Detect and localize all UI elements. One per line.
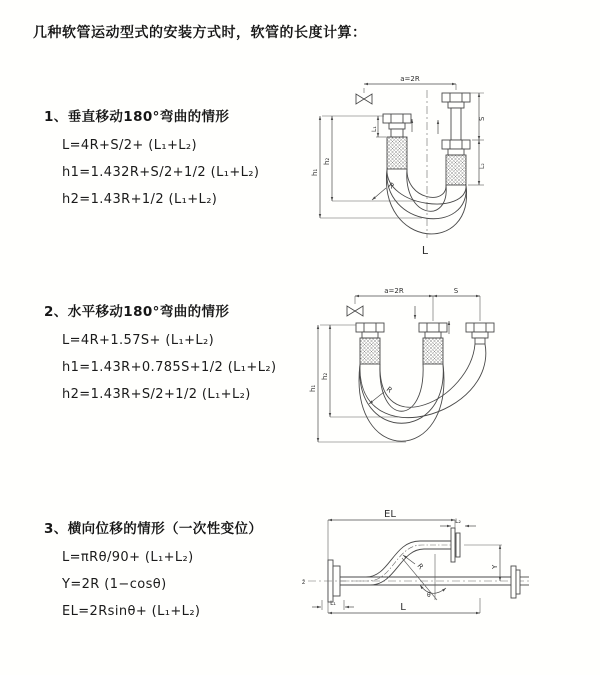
- section-1-formulas: [62, 132, 259, 213]
- upper-right-flange: [451, 528, 460, 562]
- middle-flange-fitting: [419, 323, 447, 364]
- left-flange-fitting: [383, 114, 411, 169]
- formula-line: L=4R+1.57S+ (L₁+L₂): [62, 333, 215, 348]
- valve-icon: [356, 94, 372, 104]
- radius-label: R: [415, 562, 425, 572]
- section-2-formulas: [62, 327, 276, 408]
- section-1-heading: 1、垂直移动180°弯曲的情形: [44, 109, 230, 125]
- section-horizontal-180: [44, 300, 276, 408]
- hose-displaced: [340, 541, 451, 585]
- dim-h1-label: h₁: [311, 168, 319, 176]
- dim-h1-label: h₁: [309, 384, 317, 392]
- right-flange-fitting: [442, 93, 470, 185]
- diagram-vertical-180: [298, 68, 590, 266]
- diagram-horizontal-180: [298, 285, 590, 457]
- centerline-mark: z̄: [302, 579, 306, 586]
- dim-span-label: a=2R: [384, 287, 404, 295]
- dim-y-label: Y: [491, 564, 499, 569]
- dim-h2-label: h₂: [321, 372, 329, 380]
- formula-line: Y=2R (1−cosθ): [62, 577, 167, 592]
- left-flange-fitting: [356, 323, 384, 364]
- dim-stroke-label: S: [453, 287, 459, 295]
- dim-l2-label: L₂: [479, 163, 486, 169]
- page-title: 几种软管运动型式的安装方式时，软管的长度计算：: [33, 25, 367, 41]
- dim-l1-label: L₁: [371, 126, 378, 132]
- section-vertical-180: [44, 105, 259, 213]
- formula-line: EL=2Rsinθ+ (L₁+L₂): [62, 604, 201, 619]
- valve-icon: [347, 306, 363, 316]
- formula-line: h1=1.43R+0.785S+1/2 (L₁+L₂): [62, 360, 277, 375]
- dim-el-label: EL: [384, 509, 396, 520]
- formula-line: h2=1.43R+1/2 (L₁+L₂): [62, 192, 218, 207]
- diagram-lateral: [298, 500, 598, 658]
- dim-stroke-label: S: [478, 116, 486, 121]
- formula-line: L=4R+S/2+ (L₁+L₂): [62, 138, 198, 153]
- length-label: L: [400, 602, 406, 613]
- dim-l1-label: L₁: [330, 600, 336, 607]
- section-2-heading: 2、水平移动180°弯曲的情形: [44, 304, 230, 320]
- section-3-heading: 3、横向位移的情形（一次性变位）: [44, 521, 263, 537]
- formula-line: h1=1.432R+S/2+1/2 (L₁+L₂): [62, 165, 260, 180]
- radius-label: R: [384, 385, 394, 395]
- formula-line: h2=1.43R+S/2+1/2 (L₁+L₂): [62, 387, 251, 402]
- formula-line: L=πRθ/90+ (L₁+L₂): [62, 550, 194, 565]
- section-lateral: [44, 517, 262, 625]
- radius-label: R: [386, 181, 396, 191]
- dim-span-label: a=2R: [400, 75, 420, 83]
- dim-h2-label: h₂: [323, 157, 331, 165]
- right-flange-fitting: [466, 323, 494, 344]
- section-3-formulas: [62, 544, 262, 625]
- lower-right-flange: [511, 566, 529, 598]
- dim-l2-label: L₂: [455, 518, 461, 525]
- angle-label: θ: [427, 592, 431, 599]
- length-label: L: [421, 244, 429, 257]
